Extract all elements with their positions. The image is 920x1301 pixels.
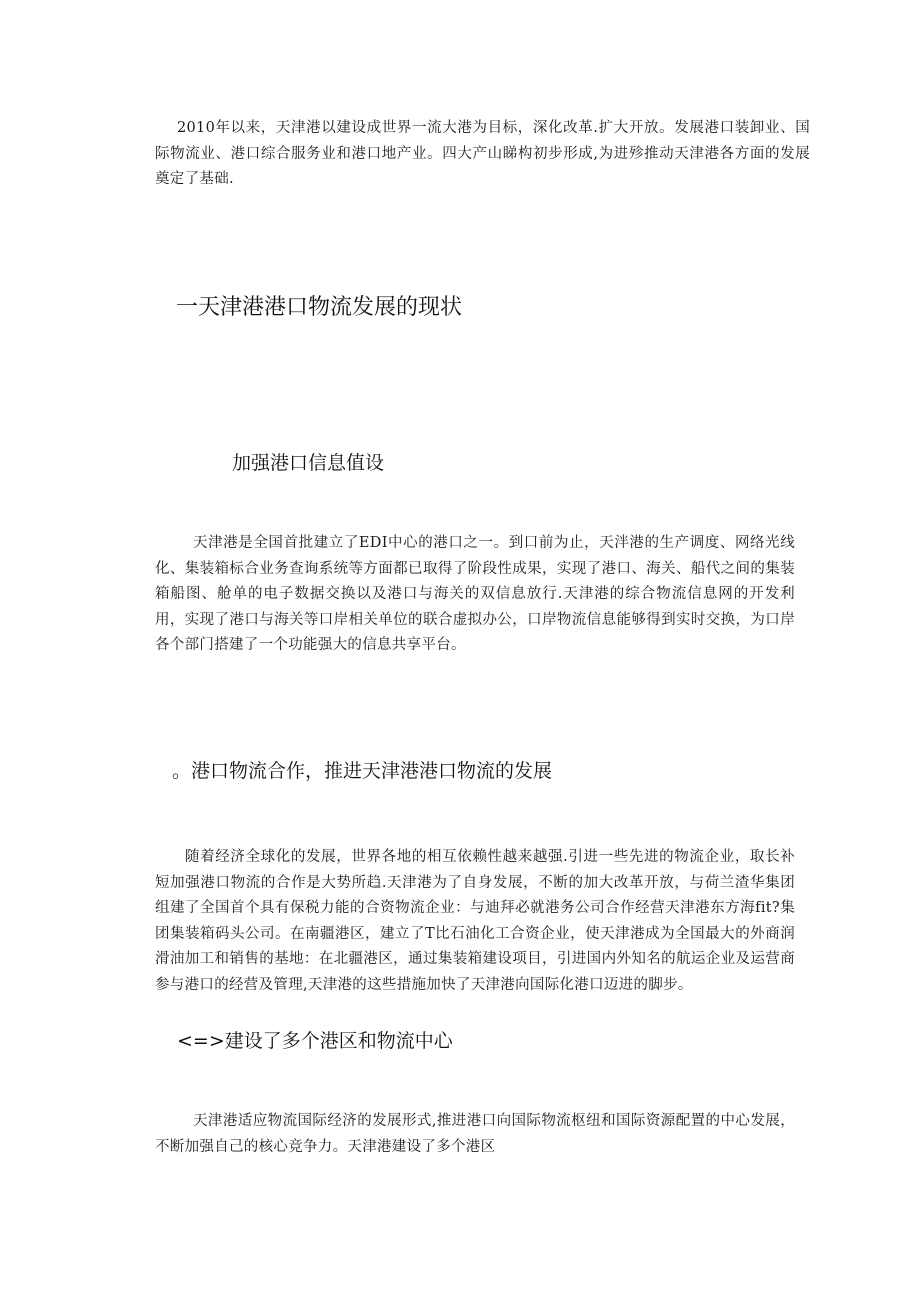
intro-paragraph: 2010年以来，天津港以建设成世界一流大港为目标，深化改革.扩大开放。发展港口装卸业、国际物流业、港口综合服务业和港口地产业。四大产山睇构初步形成,为进殄推动天津港各方面的发展奠定了基础. [155, 120, 810, 187]
section-heading-info-construction: 加强港口信息值设 [232, 452, 385, 474]
section-heading-logistics-cooperation: 。港口物流合作，推进天津港港口物流的发展 [172, 760, 553, 782]
main-heading: 一天津港港口物流发展的现状 [176, 295, 463, 320]
section-paragraph-logistics-cooperation: 随着经济全球化的发展，世界各地的相互依赖性越来越强.引进一些先进的物流企业，取长补短加强港口物流的合作是大势所趋.天津港为了自身发展，不断的加大改革开放，与荷兰渣华集团组建了全国首个具有保税力能的合资物流企业：与迪拜必就港务公司合作经营天津港东方海fit?集团集装箱码头公司。在南疆港区，建立了T比石油化工合资企业，使天津港成为全国最大的外商润滑油加工和销售的基地：在北疆港区，通过集装箱建设项目，引进国内外知名的航运企业及运营商参与港口的经营及管理,天津港的这些措施加快了天津港向国际化港口迈进的脚步。 [155, 849, 795, 993]
section-paragraph-info-construction: 天津港是全国首批建立了EDI中心的港口之一。到口前为止，天泮港的生产调度、网络光线化、集装箱标合业务查询系统等方面都已取得了阶段性成果，实现了港口、海关、船代之间的集装箱船图、舱单的电子数据交换以及港口与海关的双信息放行.天津港的综合物流信息网的开发利用，实现了港口与海关等口岸相关单位的联合虚拟办公，口岸物流信息能够得到实时交换，为口岸各个部门搭建了一个功能强大的信息共享平台。 [155, 535, 795, 653]
section-heading-port-areas: <=>建设了多个港区和物流中心 [177, 1030, 453, 1052]
section-paragraph-port-areas: 天津港适应物流国际经济的发展形式,推进港口向国际物流枢纽和国际资源配置的中心发展，不断加强自己的核心竞争力。天津港建设了多个港区 [155, 1113, 795, 1155]
